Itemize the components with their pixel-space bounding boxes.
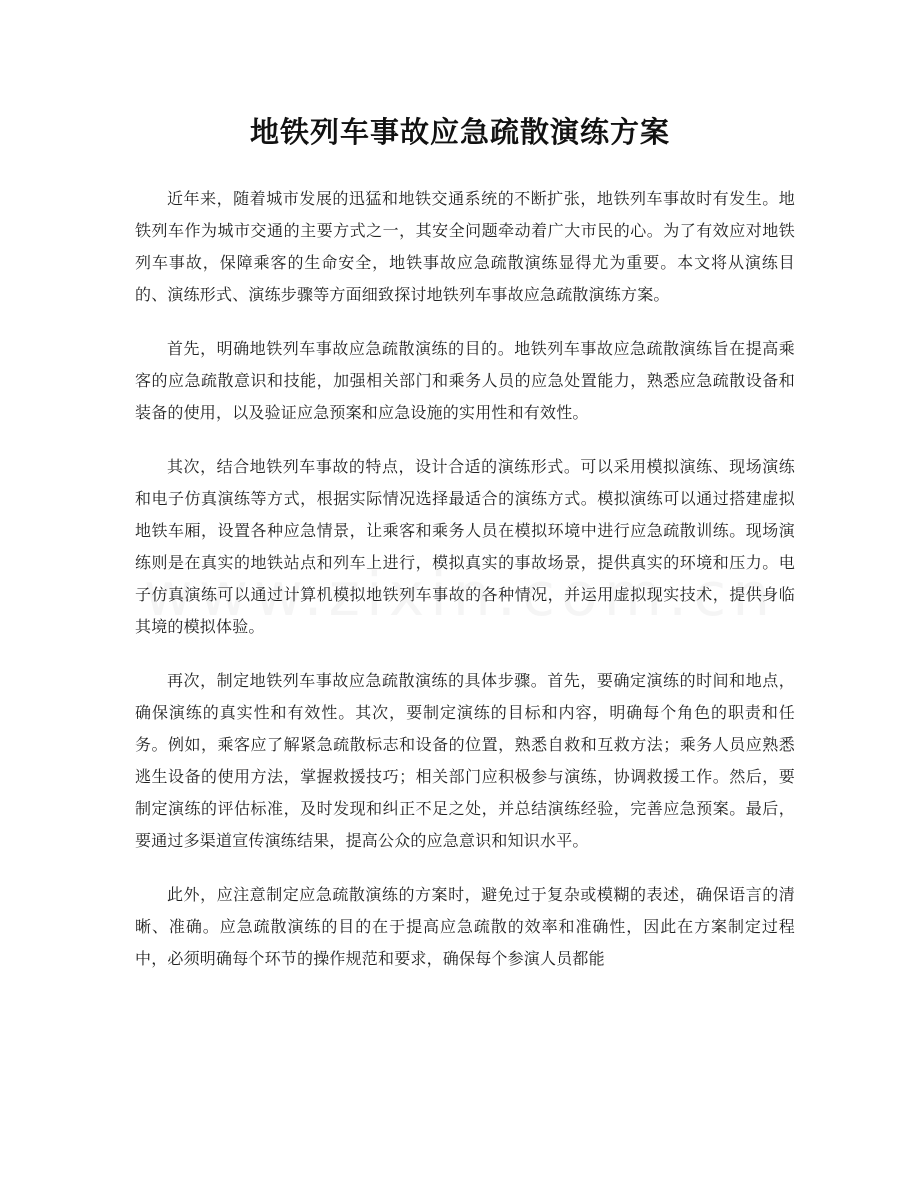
paragraph-purpose: 首先，明确地铁列车事故应急疏散演练的目的。地铁列车事故应急疏散演练旨在提高乘客的应急疏散意识和技能，加强相关部门和乘务人员的应急处置能力，熟悉应急疏散设备和装备的使用，以及验证应急预案和应急设施的实用性和有效性。 [135,339,795,422]
document-body [135,183,795,997]
paragraph-intro: 近年来，随着城市发展的迅猛和地铁交通系统的不断扩张，地铁列车事故时有发生。地铁列车作为城市交通的主要方式之一，其安全问题牵动着广大市民的心。为了有效应对地铁列车事故，保障乘客的生命安全，地铁事故应急疏散演练显得尤为重要。本文将从演练目的、演练形式、演练步骤等方面细致探讨地铁列车事故应急疏散演练方案。 [135,189,795,304]
document-title: 地铁列车事故应急疏散演练方案 [249,115,670,149]
paragraph-steps: 再次，制定地铁列车事故应急疏散演练的具体步骤。首先，要确定演练的时间和地点，确保演练的真实性和有效性。其次，要制定演练的目标和内容，明确每个角色的职责和任务。例如，乘客应了解紧急疏散标志和设备的位置，熟悉自救和互救方法；乘务人员应熟悉逃生设备的使用方法，掌握救援技巧；相关部门应积极参与演练，协调救援工作。然后，要制定演练的评估标准，及时发现和纠正不足之处，并总结演练经验，完善应急预案。最后，要通过多渠道宣传演练结果，提高公众的应急意识和知识水平。 [135,671,795,850]
paragraph-notes: 此外，应注意制定应急疏散演练的方案时，避免过于复杂或模糊的表述，确保语言的清晰、准确。应急疏散演练的目的在于提高应急疏散的效率和准确性，因此在方案制定过程中，必须明确每个环节的操作规范和要求，确保每个参演人员都能 [135,885,795,968]
paragraph-form: 其次，结合地铁列车事故的特点，设计合适的演练形式。可以采用模拟演练、现场演练和电子仿真演练等方式，根据实际情况选择最适合的演练方式。模拟演练可以通过搭建虚拟地铁车厢，设置各种应急情景，让乘客和乘务人员在模拟环境中进行应急疏散训练。现场演练则是在真实的地铁站点和列车上进行，模拟真实的事故场景，提供真实的环境和压力。电子仿真演练可以通过计算机模拟地铁列车事故的各种情况，并运用虚拟现实技术，提供身临其境的模拟体验。 [135,457,795,636]
